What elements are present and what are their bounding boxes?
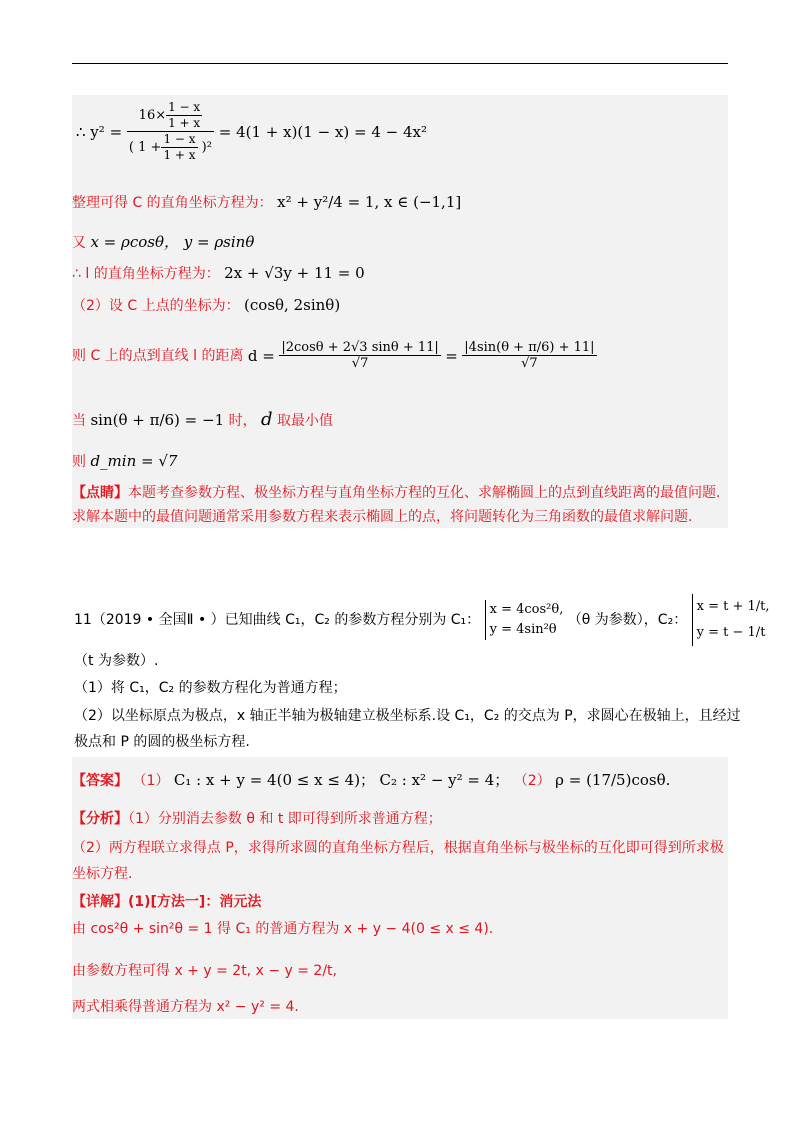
answer-line: 【答案】 （1） C₁ : x + y = 4(0 ≤ x ≤ 4)； C₂ : x² − y² = 4； （2） ρ = (17/5)cosθ. <box>72 771 671 789</box>
distance-formula-line: 则 C 上的点到直线 l 的距离 d = $\frac{|2\cos\theta + 2√3 \sin\theta + 11|}{√7}$ = $\frac{|4\sin(\theta + \pi/6) + 11|}{√7}$ <box>72 340 595 371</box>
detail-line-2: 由参数方程可得 x + y = 2t, x − y = 2/t, <box>72 963 337 979</box>
analysis-line-1: 【分析】（1）分别消去参数 θ 和 t 即可得到所求普通方程； <box>72 811 442 827</box>
analysis-line-2: （2）两方程联立求得点 P，求得所求圆的直角坐标方程后，根据直角坐标与极坐标的互化即可得到所求极 <box>72 840 724 856</box>
point-note-line-2: 求解本题中的最值问题通常采用参数方程来表示椭圆上的点，将问题转化为三角函数的最值求解问题. <box>72 509 693 525</box>
detail-header: 【详解】(1)[方法一]：消元法 <box>72 894 262 910</box>
problem-stem: 11（2019 • 全国Ⅱ • ）已知曲线 C₁，C₂ 的参数方程分别为 C₁： x = 4cos²θ, y = 4sin²θ （θ 为参数），C₂： x = t + 1/t, y = t − 1/t <box>74 594 770 646</box>
minimum-condition-line: 当 sin(θ + π/6) = −1 时， d 取最小值 <box>72 409 334 430</box>
point-on-c-line: （2）设 C 上点的坐标为： (cosθ, 2sinθ) <box>72 296 341 314</box>
problem-param-note: （t 为参数）. <box>74 653 159 669</box>
point-note-line-1: 【点睛】本题考查参数方程、极坐标方程与直角坐标方程的互化、求解椭圆上的点到直线距离的最值问题. <box>72 485 721 501</box>
header-rule <box>72 63 728 64</box>
analysis-line-3: 坐标方程. <box>72 866 133 882</box>
question-2-line-2: 极点和 P 的圆的极坐标方程. <box>74 734 250 750</box>
question-1: （1）将 C₁，C₂ 的参数方程化为普通方程； <box>74 680 347 696</box>
detail-line-3: 两式相乘得普通方程为 x² − y² = 4. <box>72 999 299 1015</box>
minimum-distance-line: 则 d_min = √7 <box>72 452 178 470</box>
line-l-equation: ∴ l 的直角坐标方程为： 2x + √3y + 11 = 0 <box>72 264 365 282</box>
question-2-line-1: （2）以坐标原点为极点，x 轴正半轴为极轴建立极坐标系.设 C₁，C₂ 的交点为 P，求圆心在极轴上，且经过 <box>74 708 741 724</box>
ellipse-equation-line: 整理可得 C 的直角坐标方程为： x² + y²/4 = 1, x ∈ (−1,1] <box>72 193 462 211</box>
equation-y-squared: ∴ y² = 16× $\frac{1 - x}{1 + x}$ ( 1 + $\frac{1 - x}{1 + x}$ )² = 4(1 + x)(1 − x) = 4 − 4x² <box>76 100 428 162</box>
polar-conversion-line: 又 x = ρcosθ， y = ρsinθ <box>72 233 255 251</box>
detail-line-1: 由 cos²θ + sin²θ = 1 得 C₁ 的普通方程为 x + y − 4(0 ≤ x ≤ 4). <box>72 921 494 937</box>
